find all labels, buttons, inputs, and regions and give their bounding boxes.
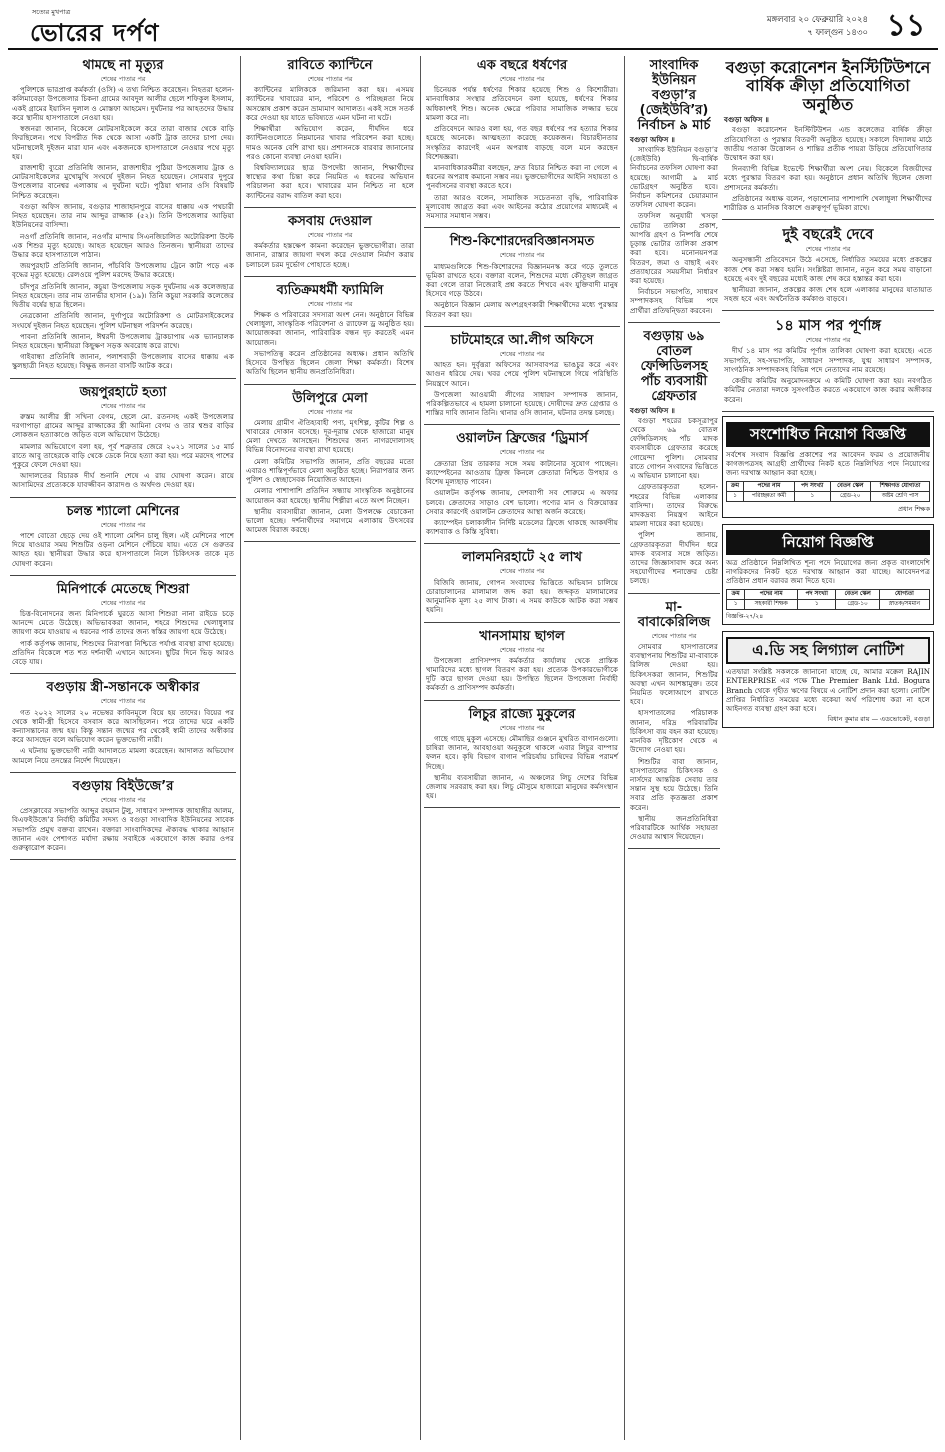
column-divider xyxy=(624,56,625,1440)
paragraph: তারা আরও বলেন, সামাজিক সচেতনতা বৃদ্ধি, পারিবারিক মূল্যবোধ জাগ্রত করা এবং আইনের কঠোর প্রয়োগের মাধ্যমেই এ সমস্যার সমাধান সম্ভব। xyxy=(426,192,618,221)
article-minipark xyxy=(10,580,236,675)
jump-line: শেষের পাতার পর xyxy=(307,407,353,416)
column-3 xyxy=(424,56,620,1440)
paragraph: স্থানীয়রা জানান, প্রকল্পের কাজ শেষ হলে এলাকার মানুষের যাতায়াত সহজ হবে এবং অর্থনৈতিক কর্মকাণ্ড বাড়বে। xyxy=(724,285,932,304)
paragraph: গাইবান্ধা প্রতিনিধি জানান, পলাশবাড়ী উপজেলায় বাসের ধাক্কায় এক স্কুলছাত্রী নিহত হয়েছে। বিক্ষুব্ধ জনতা বাসটি আটক করে। xyxy=(12,352,234,371)
headline[interactable]: মা-বাবাকেরিলিজ xyxy=(637,599,711,630)
article-kasba-wall xyxy=(244,212,416,277)
article-phensedyl-arrest xyxy=(628,327,720,594)
paragraph: বিজিবি জানায়, গোপন সংবাদের ভিত্তিতে অভিযান চালিয়ে চোরাচালানের মালামাল জব্দ করা হয়। জব্দকৃত মালামালের আনুমানিক মূল্য ২৫ লাখ টাকা। এ সময় কাউকে আটক করা সম্ভব হয়নি। xyxy=(426,577,618,615)
column-divider xyxy=(420,56,421,1440)
article-body xyxy=(426,85,618,220)
jump-line: শেষের পাতার পর xyxy=(100,401,146,410)
paragraph: পাশে বোতো ছেড়ে দেয় ওই শ্যালো মেশিন চালু ছিল। এই মেশিনের পাশে দিয়ে যাওয়ার সময় শিশুটির ওড়না মেশিনে পেঁচিয়ে যায়। এতে সে গুরুতর আহত হয়। স্থানীয়রা উদ্ধার করে হাসপাতালে নিলে চিকিৎসক তাকে মৃত ঘোষণা করেন। xyxy=(12,530,234,568)
article-joypurhat-murder xyxy=(10,383,236,498)
paragraph: দীর্ঘ ১৪ মাস পর কমিটির পূর্ণাঙ্গ তালিকা ঘোষণা করা হয়েছে। এতে সভাপতি, সহ-সভাপতি, সাধারণ সম্পাদক, যুগ্ম সাধারণ সম্পাদক, সাংগঠনিক সম্পাদকসহ বিভিন্ন পদে নেতাদের নাম রয়েছে। xyxy=(724,346,932,374)
article-shallow-machine xyxy=(10,502,236,576)
table-cell: ১ xyxy=(727,491,744,501)
paragraph: মাধ্যমগুলিকে শিশু-কিশোরদের বিজ্ঞানমনস্ক করে গড়ে তুলতে ভূমিকা রাখতে হবে। বক্তারা বলেন, শিশুদের মধ্যে কৌতূহল জাগ্রত করা গেলে তারা নিজেরাই প্রশ্ন করতে শিখবে এবং যুক্তিবাদী মানুষ হিসেবে গড়ে উঠবে। xyxy=(426,261,618,299)
paragraph: অনুসন্ধানী প্রতিবেদনে উঠে এসেছে, নির্ধারিত সময়ের মধ্যে প্রকল্পের কাজ শেষ করা সম্ভব হয়নি। সংশ্লিষ্টরা জানান, নতুন করে সময় বাড়ানো হয়েছে এবং দুই বছরের মধ্যেই কাজ শেষ করে হস্তান্তর করা হবে। xyxy=(724,255,932,283)
article-death-toll xyxy=(10,56,236,379)
article-body xyxy=(426,656,618,693)
paragraph: সোমবার হাসপাতালের ব্যবস্থাপনায় শিশুটির মা-বাবাকে রিলিজ দেওয়া হয়। চিকিৎসকরা জানান, শিশুটির অবস্থা এখন আশঙ্কামুক্ত। তবে নিয়মিত ফলোআপে রাখতে হবে। xyxy=(630,641,718,707)
jump-line: শেষের পাতার পর xyxy=(100,520,146,529)
paragraph: স্বজনরা জানান, বিকেলে মোটরসাইকেলে করে তারা বাজার থেকে বাড়ি ফিরছিলেন। পথে বিপরীত দিক থেকে আসা একটি ট্রাক তাদের চাপা দেয়। ঘটনাস্থলেই দুইজন মারা যান এবং একজনকে হাসপাতালে নেওয়ার পথে মৃত্যু হয়। xyxy=(12,124,234,161)
table-cell: ১ xyxy=(727,599,745,609)
paragraph: গত ২০২২ সালের ২০ নভেম্বর কাবিনমূলে বিয়ে হয় তাদের। বিয়ের পর থেকে স্বামী-স্ত্রী হিসেবে বসবাস করে আসছিলেন। পরে তাদের ঘরে একটি কন্যাসন্তানের জন্ম হয়। কিন্তু সন্তান জন্মের পর থেকেই স্বামী তাদের অস্বীকার করে আসছেন বলে অভিযোগ করেন ভুক্তভোগী নারী। xyxy=(12,707,234,745)
paragraph: নির্বাচনে সভাপতি, সাধারণ সম্পাদকসহ বিভিন্ন পদে প্রার্থীরা প্রতিদ্বন্দ্বিতা করবেন। xyxy=(630,287,718,315)
table-cell: পরিচ্ছন্নতা কর্মী xyxy=(743,491,794,501)
jump-line: শেষের পাতার পর xyxy=(651,631,697,640)
page-number: ১১ xyxy=(886,8,926,43)
jump-line: শেষের পাতার পর xyxy=(499,723,545,732)
article-body xyxy=(12,609,234,666)
paragraph: আহত হন। দুর্বৃত্তরা অফিসের আসবাবপত্র ভাঙচুর করে এবং আগুন ধরিয়ে দেয়। খবর পেয়ে পুলিশ ঘটনাস্থলে গিয়ে পরিস্থিতি নিয়ন্ত্রণে আনে। xyxy=(426,360,618,388)
paragraph: দিনব্যাপী বিভিন্ন ইভেন্টে শিক্ষার্থীরা অংশ নেয়। বিকেলে বিজয়ীদের মধ্যে পুরস্কার বিতরণ করা হয়। অনুষ্ঠানে প্রধান অতিথি ছিলেন জেলা প্রশাসনের কর্মকর্তা। xyxy=(724,164,932,192)
article-body xyxy=(426,578,618,615)
jump-line: শেষের পাতার পর xyxy=(307,230,353,239)
headline[interactable]: দুই বছরেই দেবে xyxy=(782,227,874,244)
paragraph: উপজেলা প্রাণিসম্পদ কর্মকর্তার কার্যালয় থেকে প্রান্তিক খামারিদের মধ্যে ছাগল বিতরণ করা হয়। প্রত্যেক উপকারভোগীকে দুটি করে ছাগল দেওয়া হয়। উপস্থিত ছিলেন উপজেলা নির্বাহী কর্মকর্তা ও প্রাণিসম্পদ কর্মকর্তা। xyxy=(426,655,618,693)
paragraph: এ ঘটনায় ভুক্তভোগী নারী আদালতে মামলা করেছেন। আদালত অভিযোগ আমলে নিয়ে তদন্তের নির্দেশ দিয়েছেন। xyxy=(12,746,234,765)
table-cell: গ্রেড-২০ xyxy=(830,491,870,501)
paragraph: কর্মকর্তার হস্তক্ষেপ কামনা করেছেন ভুক্তভোগীরা। তারা জানান, রাস্তার জায়গা দখল করে দেওয়াল নির্মাণ করায় চলাচলে চরম দুর্ভোগ পোহাতে হচ্ছে। xyxy=(246,241,414,269)
paragraph: প্রেসক্লাবের সভাপতি আব্দুর রহমান টুলু, সাধারণ সম্পাদক জাহাঙ্গীর আলম, বিএফইউজে’র নির্বাহী কমিটির সদস্য ও বগুড়া সাংবাদিক ইউনিয়নের সাবেক সভাপতি প্রমুখ বক্তব্য রাখেন। বক্তারা সাংবাদিকদের ঐক্যবদ্ধ থাকার আহ্বান জানান এবং পেশাগত মর্যাদা রক্ষায় সবাইকে একযোগে কাজ করার ওপর গুরুত্বারোপ করেন। xyxy=(12,806,234,852)
headline[interactable]: লিচুর রাজ্যে মুকুলের xyxy=(468,706,576,722)
jump-line: শেষের পাতার পর xyxy=(499,251,545,260)
paragraph: পুলিশ জানায়, গ্রেফতারকৃতরা দীর্ঘদিন ধরে মাদক ব্যবসার সঙ্গে জড়িত। তাদের জিজ্ঞাসাবাদ করে অন্য সহযোগীদের শনাক্তের চেষ্টা চলছে। xyxy=(630,530,718,586)
article-body xyxy=(246,85,414,200)
headline[interactable]: খানসামায় ছাগল xyxy=(479,628,565,644)
article-body xyxy=(724,346,932,403)
notice-signature: বিধান কুমার রায় — এডভোকেট, বগুড়া xyxy=(827,715,930,724)
paragraph: ক্যান্টিনের মালিককে জরিমানা করা হয়। এসময় ক্যান্টিনের খাবারের মান, পরিবেশ ও পরিচ্ছন্নতা নিয়ে অসন্তোষ প্রকাশ করেন ভ্রাম্যমাণ আদালত। একই সঙ্গে সতর্ক করে দেওয়া হয় যাতে ভবিষ্যতে এমন ঘটনা না ঘটে। xyxy=(246,85,414,122)
paragraph: মামলার অভিযোগে বলা হয়, পূর্ব শত্রুতার জেরে ২০২১ সালের ১৫ মার্চ রাতে আবু তাহেরকে বাড়ি থেকে ডেকে নিয়ে হত্যা করা হয়। পরে মরদেহ পাশের পুকুরে ফেলে দেওয়া হয়। xyxy=(12,441,234,469)
paragraph: নেত্রকোনা প্রতিনিধি জানান, দুর্গাপুরে অটোরিকশা ও মোটরসাইকেলের সংঘর্ষে দুইজন নিহত হয়েছেন। পুলিশ ঘটনাস্থল পরিদর্শন করেছে। xyxy=(12,311,234,330)
table-cell: ১ xyxy=(794,491,830,501)
headline[interactable]: বগুড়ায় বিইউজে’র xyxy=(72,778,174,794)
jump-line: শেষের পাতার পর xyxy=(499,74,545,83)
headline[interactable]: কসবায় দেওয়াল xyxy=(288,213,372,229)
headline[interactable]: ওয়ালটন ফ্রিজের ‘ড্রিমার্স xyxy=(456,431,588,447)
paragraph: কেন্দ্রীয় কমিটির অনুমোদনক্রমে এ কমিটি ঘোষণা করা হয়। নবগঠিত কমিটির নেতারা দলকে সুসংগঠিত করতে একযোগে কাজ করার অঙ্গীকার করেন। xyxy=(724,376,932,404)
table-header: পদের নাম xyxy=(743,481,794,491)
jump-line: শেষের পাতার পর xyxy=(499,567,545,576)
table-header: ক্রম xyxy=(727,589,745,599)
jump-line: শেষের পাতার পর xyxy=(805,245,851,254)
paragraph: চিনেয়ক পর্যন্ত ধর্ষণের শিকার হয়েছে শিশু ও কিশোরীরা। মানবাধিকার সংস্থার প্রতিবেদনে বলা হয়েছে, ধর্ষণের শিকার অধিকাংশই শিশু। অনেক ক্ষেত্রে পরিবার সামাজিক লজ্জার ভয়ে মামলা করে না। xyxy=(426,85,618,122)
paragraph: শিক্ষার্থীরা অভিযোগ করেন, দীর্ঘদিন ধরে ক্যান্টিনগুলোতে নিম্নমানের খাবার পরিবেশন করা হচ্ছে। দামও অনেক বেশি রাখা হয়। প্রশাসনকে বারবার জানানোর পরও কোনো ব্যবস্থা নেওয়া হয়নি। xyxy=(246,124,414,161)
table-header: ক্রম xyxy=(727,481,744,491)
article-coronation-sports xyxy=(722,56,934,220)
paragraph: শিক্ষক ও পরিবারের সদস্যরা অংশ নেন। অনুষ্ঠানে বিভিন্ন খেলাধুলা, সাংস্কৃতিক পরিবেশনা ও র‍্যাফেল ড্র অনুষ্ঠিত হয়। আয়োজকরা জানান, পারিবারিক বন্ধন দৃঢ় করতেই এমন আয়োজন। xyxy=(246,310,414,347)
article-body xyxy=(630,406,718,586)
paragraph: আদালতের বিচারক দীর্ঘ শুনানি শেষে এ রায় ঘোষণা করেন। রায়ে আসামিদের প্রত্যেককে যাবজ্জীবন কারাদণ্ড ও অর্থদণ্ড দেওয়া হয়। xyxy=(12,471,234,490)
paragraph: শিশুটির বাবা জানান, হাসপাতালের চিকিৎসক ও নার্সদের আন্তরিক সেবায় তার সন্তান সুস্থ হয়ে উঠেছে। তিনি সবার প্রতি কৃতজ্ঞতা প্রকাশ করেন। xyxy=(630,756,718,812)
jump-line: শেষের পাতার পর xyxy=(100,598,146,607)
article-family-event xyxy=(244,281,416,385)
column-4 xyxy=(628,56,720,1440)
table-header: পদ সংখ্যা xyxy=(798,589,836,599)
paragraph: ক্যাম্পেইন চলাকালীন নির্দিষ্ট মডেলের ফ্রিজে থাকছে আকর্ষণীয় ক্যাশব্যাক ও কিস্তি সুবিধা। xyxy=(426,518,618,537)
paragraph: ক্রেতারা প্রিয় তারকার সঙ্গে সময় কাটানোর সুযোগ পাচ্ছেন। ক্যাম্পেইনের আওতায় ফ্রিজ কিনলে ক্রেতারা নিশ্চিত উপহার ও বিশেষ মূল্যছাড় পাবেন। xyxy=(426,458,618,487)
logo-tagline: সত্যের মুখপাত্র xyxy=(32,8,71,16)
article-body xyxy=(630,642,718,842)
paragraph: স্থানীয় ব্যবসায়ীরা জানান, এ অঞ্চলের লিচু দেশের বিভিন্ন জেলায় সরবরাহ করা হয়। লিচু মৌসুমে হাজারো মানুষের কর্মসংস্থান হয়। xyxy=(426,772,618,801)
notice-title: এ.ডি সহ লিগ্যাল নোটিশ xyxy=(726,637,930,664)
paragraph: গাছে গাছে মুকুল এসেছে। মৌমাছির গুঞ্জনে মুখরিত বাগানগুলো। চাষিরা জানান, আবহাওয়া অনুকূলে থাকলে এবার লিচুর বাম্পার ফলন হবে। কৃষি বিভাগ বাগান পরিচর্যায় চাষিদের বিভিন্ন পরামর্শ দিচ্ছে। xyxy=(426,733,618,771)
article-full-committee xyxy=(722,315,934,411)
notice-revised-recruitment xyxy=(722,416,934,518)
article-wife-child-denial xyxy=(10,678,236,773)
paragraph: নওগাঁ প্রতিনিধি জানান, নওগাঁর মান্দায় সিএনজিচালিত অটোরিকশা উল্টে এক শিশুর মৃত্যু হয়েছে। আহত হয়েছেন আরও তিনজন। স্থানীয়রা তাদের উদ্ধার করে হাসপাতালে পাঠান। xyxy=(12,231,234,259)
notice-table xyxy=(726,481,930,503)
article-body xyxy=(12,708,234,765)
byline: বগুড়া অফিস ॥ xyxy=(630,405,675,415)
jump-line: শেষের পাতার পর xyxy=(100,74,146,83)
notice-body: অত্র প্রতিষ্ঠানে নিম্নলিখিত শূন্য পদে নিয়োগের জন্য প্রকৃত বাংলাদেশি নাগরিকদের নিকট হতে দরখাস্ত আহ্বান করা যাচ্ছে। আবেদনপত্র প্রতিষ্ঠান প্রধান বরাবর জমা দিতে হবে। xyxy=(726,557,930,586)
headline[interactable]: সাংবাদিক ইউনিয়ন বগুড়া’র (জেইউবি’র) নির্বাচন ৯ মার্চ xyxy=(637,58,711,133)
paragraph: অনুষ্ঠানে বিজ্ঞান মেলায় অংশগ্রহণকারী শিক্ষার্থীদের মধ্যে পুরস্কার বিতরণ করা হয়। xyxy=(426,300,618,319)
article-body xyxy=(12,412,234,490)
table-header: বেতন স্কেল xyxy=(830,481,870,491)
article-chatmohar-office xyxy=(424,331,620,426)
notice-recruitment xyxy=(722,524,934,625)
paragraph: পুলিশকে ভারপ্রাপ্ত কর্মকর্তা (ওসি) এ তথ্য নিশ্চিত করেছেন। নিহতরা হলেন-কলিমাবেড়া উপজেলার চিকনা গ্রামের আবদুল আলীর ছেলে শফিকুল ইসলাম, একই গ্রামের ইয়াসিন দুলাল ও মোস্তফা আহমেদ। দুর্ঘটনার পর আহতদের উদ্ধার করে স্থানীয় হাসপাতালে নেওয়া হয়। xyxy=(12,85,234,122)
article-body xyxy=(12,806,234,852)
table-row xyxy=(727,491,930,501)
article-walton-dreamers xyxy=(424,429,620,544)
table-cell: গ্রেড-১০ xyxy=(836,599,879,609)
notice-signature: প্রধান শিক্ষক xyxy=(898,505,930,514)
article-rabi-canteen xyxy=(244,56,416,208)
paragraph: উপজেলা আওয়ামী লীগের সাধারণ সম্পাদক জানান, পরিকল্পিতভাবে এ হামলা চালানো হয়েছে। দোষীদের দ্রুত গ্রেপ্তার ও শাস্তির দাবি জানান তিনি। থানার ওসি জানান, ঘটনার তদন্ত চলছে। xyxy=(426,389,618,418)
article-body xyxy=(426,360,618,417)
article-body xyxy=(426,262,618,319)
jump-line: শেষের পাতার পর xyxy=(100,697,146,706)
article-body xyxy=(246,418,414,535)
newspaper-logo: ভোরের দর্পণ xyxy=(30,19,160,47)
jump-line: শেষের পাতার পর xyxy=(499,448,545,457)
paragraph: চিত্ত-বিনোদনের জন্য মিনিপার্কে ঘুরতে আসা শিশুরা নানা রাইডে চড়ে আনন্দে মেতে উঠেছে। অভিভাবকরা জানান, শহরে শিশুদের খেলাধুলার জায়গা কমে যাওয়ায় এ ধরনের পার্ক তাদের জন্য স্বস্তির জায়গা হয়ে উঠেছে। xyxy=(12,608,234,637)
table-header: পদ সংখ্যা xyxy=(794,481,830,491)
jump-line: শেষের পাতার পর xyxy=(100,795,146,804)
paragraph: মেলা কমিটির সভাপতি জানান, প্রতি বছরের মতো এবারও শান্তিপূর্ণভাবে মেলা অনুষ্ঠিত হচ্ছে। নিরাপত্তার জন্য পুলিশ ও স্বেচ্ছাসেবক নিয়োজিত আছেন। xyxy=(246,456,414,485)
headline[interactable]: বগুড়ায় স্ত্রী-সন্তানকে অস্বীকার xyxy=(46,680,200,696)
article-parents-release xyxy=(628,598,720,850)
paragraph: হাসপাতালের পরিচালক জানান, দরিদ্র পরিবারটির চিকিৎসা ব্যয় বহন করা হয়েছে। মানবিক দৃষ্টিকোণ থেকে এ উদ্যোগ নেওয়া হয়। xyxy=(630,708,718,755)
paragraph: বিশ্ববিদ্যালয়ের ছাত্র উপদেষ্টা জানান, শিক্ষার্থীদের স্বাস্থ্যের কথা চিন্তা করে নিয়মিত এ ধরনের অভিযান পরিচালনা করা হবে। খাবারের মান নিশ্চিত না হলে ক্যান্টিনের বরাদ্দ বাতিল করা হবে। xyxy=(246,163,414,200)
article-body xyxy=(426,734,618,801)
headline[interactable]: জয়পুরহাটে হত্যা xyxy=(79,384,167,400)
headline[interactable]: বগুড়া করোনেশন ইনস্টিটিউশনে বার্ষিক ক্রীড়া প্রতিযোগিতা অনুষ্ঠিত xyxy=(725,58,931,114)
issue-date xyxy=(767,14,868,40)
article-ulipur-fair xyxy=(244,389,416,543)
article-body xyxy=(246,310,414,377)
paragraph: জয়পুরহাট প্রতিনিধি জানান, পাঁচবিবি উপজেলায় ট্রেনে কাটা পড়ে এক বৃদ্ধের মৃত্যু হয়েছে। রেলওয়ে পুলিশ মরদেহ উদ্ধার করেছে। xyxy=(12,261,234,280)
article-rape-stats xyxy=(424,56,620,228)
column-5 xyxy=(722,56,934,1440)
paragraph: ওয়ালটন কর্তৃপক্ষ জানায়, দেশব্যাপী সব শোরুমে এ অফার চলবে। ক্রেতাদের সাড়াও বেশ ভালো। পণ্যের মান ও বিক্রয়োত্তর সেবার কারণেই ওয়ালটন ক্রেতাদের আস্থা অর্জন করেছে। xyxy=(426,488,618,516)
paragraph: মেলায় গ্রামীণ ঐতিহ্যবাহী পণ্য, মৃৎশিল্প, কুটির শিল্প ও খাবারের দোকান বসেছে। দূর-দূরান্ত থেকে হাজারো মানুষ মেলা দেখতে আসছেন। শিশুদের জন্য নাগরদোলাসহ বিভিন্ন বিনোদনের ব্যবস্থা রাখা হয়েছে। xyxy=(246,417,414,455)
paragraph: সভাপতিত্ব করেন প্রতিষ্ঠানের অধ্যক্ষ। প্রধান অতিথি হিসেবে উপস্থিত ছিলেন জেলা শিক্ষা কর্মকর্তা। বিশেষ অতিথি ছিলেন স্থানীয় জনপ্রতিনিধিরা। xyxy=(246,348,414,377)
notice-reference: বিজ্ঞপ্তি-২৭/২৪ xyxy=(726,613,764,621)
headline[interactable]: উলিপুরে মেলা xyxy=(292,390,368,406)
paragraph: বগুড়া অফিস জানায়, বগুড়ার শাজাহানপুরে বাসের ধাক্কায় এক পথচারী নিহত হয়েছেন। তার নাম আব্দুর রাজ্জাক (৫২)। তিনি উপজেলার আড়িয়া ইউনিয়নের বাসিন্দা। xyxy=(12,201,234,230)
headline[interactable]: চাটমোহরে আ.লীগ অফিসে xyxy=(450,332,594,348)
paragraph: তফসিল অনুযায়ী খসড়া ভোটার তালিকা প্রকাশ, আপত্তি গ্রহণ ও নিষ্পত্তি শেষে চূড়ান্ত ভোটার তালিকা প্রকাশ করা হবে। মনোনয়নপত্র বিতরণ, জমা ও বাছাই এবং প্রত্যাহারের সময়সীমা নির্ধারণ করা হয়েছে। xyxy=(630,211,718,285)
table-row xyxy=(727,599,930,609)
paragraph: পাবনা প্রতিনিধি জানান, ঈশ্বরদী উপজেলায় ট্রাকচাপায় এক ভ্যানচালক নিহত হয়েছেন। স্থানীয়রা কিছুক্ষণ সড়ক অবরোধ করে রাখে। xyxy=(12,331,234,350)
headline[interactable]: লালমনিরহাটে ২৫ লাখ xyxy=(462,550,582,566)
jump-line: শেষের পাতার পর xyxy=(307,299,353,308)
headline[interactable]: বগুড়ায় ৬৯ বোতল ফেন্সিডিলসহ পাঁচ ব্যবসায়ী গ্রেফতার xyxy=(640,328,708,404)
table-cell: স্নাতক/সমমান xyxy=(879,599,929,609)
article-jub-election xyxy=(628,56,720,323)
table-cell: অষ্টম শ্রেণি পাস xyxy=(871,491,930,501)
article-science-children xyxy=(424,232,620,327)
paragraph: প্রতিবেদনে আরও বলা হয়, গত বছর ধর্ষণের পর হত্যার শিকার হয়েছে অনেকে। আত্মহত্যা করেছে কয়েকজন। বিচারহীনতার সংস্কৃতির কারণেই এমন অপরাধ বাড়ছে বলে মনে করছেন বিশেষজ্ঞরা। xyxy=(426,124,618,161)
table-header: পদের নাম xyxy=(745,589,798,599)
headline[interactable]: চলন্ত শ্যালো মেশিনের xyxy=(66,503,180,519)
masthead xyxy=(8,6,938,50)
jump-line: শেষের পাতার পর xyxy=(805,336,851,345)
jump-line: শেষের পাতার পর xyxy=(307,74,353,83)
table-header: বেতন স্কেল xyxy=(836,589,879,599)
table-header: যোগ্যতা xyxy=(879,589,929,599)
article-body xyxy=(12,531,234,568)
article-two-years xyxy=(722,224,934,311)
paragraph: মানবাধিকারকর্মীরা বলছেন, দ্রুত বিচার নিশ্চিত করা না গেলে এ ধরনের অপরাধ কমানো সম্ভব নয়। ভুক্তভোগীদের আইনি সহায়তা ও পুনর্বাসনের ব্যবস্থা করতে হবে। xyxy=(426,163,618,191)
paragraph: চাঁদপুর প্রতিনিধি জানান, কচুয়া উপজেলায় সড়ক দুর্ঘটনায় এক কলেজছাত্র নিহত হয়েছেন। তার নাম তানভীর হাসান (১৯)। তিনি কচুয়া সরকারি কলেজের দ্বিতীয় বর্ষের ছাত্র ছিলেন। xyxy=(12,281,234,310)
paragraph: গ্রেফতারকৃতরা হলেন- শহরের বিভিন্ন এলাকার বাসিন্দা। তাদের বিরুদ্ধে মাদকদ্রব্য নিয়ন্ত্রণ আইনে মামলা দায়ের করা হয়েছে। xyxy=(630,482,718,529)
date-english: মঙ্গলবার ২০ ফেব্রুয়ারি ২০২৪ xyxy=(766,15,868,25)
article-body xyxy=(724,115,932,212)
article-khansama-goat xyxy=(424,627,620,701)
paragraph: স্থানীয় জনপ্রতিনিধিরা পরিবারটিকে আর্থিক সহায়তা দেওয়ার আশ্বাস দিয়েছেন। xyxy=(630,813,718,842)
article-lalmonirhat-25-lakh xyxy=(424,548,620,622)
notice-body: সর্বশেষ সংবাদ বিজ্ঞপ্তি প্রকাশের পর আবেদন ফরম ও প্রয়োজনীয় কাগজপত্রসহ আগ্রহী প্রার্থীদের নিকট হতে নিম্নলিখিত পদে নিয়োগের জন্য দরখাস্ত আহ্বান করা হচ্ছে। xyxy=(726,449,930,478)
headline[interactable]: ব্যতিক্রমধর্মী ফ্যামিলি xyxy=(276,282,384,298)
paragraph: মেলার পাশাপাশি প্রতিদিন সন্ধ্যায় সাংস্কৃতিক অনুষ্ঠানের আয়োজন করা হয়েছে। স্থানীয় শিল্পীরা এতে অংশ নিচ্ছেন। xyxy=(246,486,414,505)
headline[interactable]: ১৪ মাস পর পূর্ণাঙ্গ xyxy=(774,318,882,335)
notice-title: নিয়োগ বিজ্ঞপ্তি xyxy=(726,530,930,555)
notice-legal xyxy=(722,631,934,728)
article-body xyxy=(630,135,718,315)
table-cell: ১ xyxy=(798,599,836,609)
column-divider xyxy=(240,56,241,1440)
notice-body: এতদ্বারা সংশ্লিষ্ট সকলকে জানানো যাচ্ছে যে, আমার মক্কেল RAJIN ENTERPRISE এর পক্ষে The Premier Bank Ltd. Bogura Branch থেকে গৃহীত ঋণের বিষয়ে এ নোটিশ প্রদান করা হলো। নোটিশ প্রাপ্তির নির্ধারিত সময়ের মধ্যে বকেয়া অর্থ পরিশোধ করা না হলে আইনগত ব্যবস্থা গ্রহণ করা হবে। xyxy=(726,667,930,714)
table-header: শিক্ষাগত যোগ্যতা xyxy=(871,481,930,491)
paragraph: বগুড়া করোনেশন ইনস্টিটিউশন এন্ড কলেজের বার্ষিক ক্রীড়া প্রতিযোগিতা ও পুরস্কার বিতরণী অনুষ্ঠিত হয়েছে। সকালে বিদ্যালয় মাঠে জাতীয় পতাকা উত্তোলন ও শান্তির প্রতীক পায়রা উড়িয়ে প্রতিযোগিতার উদ্বোধন করা হয়। xyxy=(724,125,932,163)
paragraph: স্থানীয় ব্যবসায়ীরা জানান, মেলা উপলক্ষে বেচাকেনা ভালো হচ্ছে। দর্শনার্থীদের সমাগমে এলাকায় উৎসবের আমেজ বিরাজ করছে। xyxy=(246,506,414,535)
jump-line: শেষের পাতার পর xyxy=(499,349,545,358)
paragraph: প্রতিষ্ঠানের অধ্যক্ষ বলেন, পড়াশোনার পাশাপাশি খেলাধুলা শিক্ষার্থীদের শারীরিক ও মানসিক বিকাশে গুরুত্বপূর্ণ ভূমিকা রাখে। xyxy=(724,193,932,213)
article-body xyxy=(12,85,234,370)
jump-line: শেষের পাতার পর xyxy=(499,645,545,654)
paragraph: রাজশাহী ব্যুরো প্রতিনিধি জানান, রাজশাহীর পুঠিয়া উপজেলায় ট্রাক ও মোটরসাইকেলের মুখোমুখি সংঘর্ষে দুইজন নিহত হয়েছেন। সোমবার দুপুরে উপজেলার বানেশ্বর এলাকায় এ দুর্ঘটনা ঘটে। পুঠিয়া থানার ওসি বিষয়টি নিশ্চিত করেছেন। xyxy=(12,163,234,200)
paragraph: বগুড়া শহরের চকসূত্রাপুর থেকে ৬৯ বোতল ফেন্সিডিলসহ পাঁচ মাদক ব্যবসায়ীকে গ্রেফতার করেছে গোয়েন্দা পুলিশ। সোমবার রাতে গোপন সংবাদের ভিত্তিতে এ অভিযান চালানো হয়। xyxy=(630,415,718,481)
notice-title: সংশোধিত নিয়োগ বিজ্ঞপ্তি xyxy=(726,422,930,447)
headline[interactable]: এক বছরে ধর্ষণের xyxy=(476,58,568,73)
headline[interactable]: মিনিপার্কে মেতেছে শিশুরা xyxy=(56,581,190,597)
column-2 xyxy=(244,56,416,1440)
article-body xyxy=(724,255,932,303)
article-body xyxy=(426,459,618,537)
notice-table xyxy=(726,589,930,611)
article-buj xyxy=(10,777,236,860)
table-cell: সহকারী শিক্ষক xyxy=(745,599,798,609)
paragraph: রুস্তম আলীর স্ত্রী সখিনা বেগম, ছেলে মো. রতনসহ একই উপজেলার দরগাপাড়া গ্রামের আব্দুর রাজ্জাকের স্ত্রী আমিনা বেগম ও তার শ্বশুর বাড়ির লোকজন হত্যাকাণ্ডে জড়িত বলে অভিযোগ উঠেছে। xyxy=(12,411,234,440)
headline[interactable]: থামছে না মৃত্যুর xyxy=(82,58,164,73)
paragraph: সাংবাদিক ইউনিয়ন বগুড়া’র (জেইউবি) দ্বি-বার্ষিক নির্বাচনের তফসিল ঘোষণা করা হয়েছে। আগামী ৯ মার্চ ভোটগ্রহণ অনুষ্ঠিত হবে। নির্বাচন কমিশনের চেয়ারম্যান তফসিল ঘোষণা করেন। xyxy=(630,144,719,210)
column-1 xyxy=(10,56,236,1440)
headline[interactable]: শিশু-কিশোরদেরবিজ্ঞানসমত xyxy=(449,234,595,250)
byline: বগুড়া অফিস ॥ xyxy=(630,134,675,144)
article-litchi-blossom xyxy=(424,705,620,809)
paragraph: পার্ক কর্তৃপক্ষ জানায়, শিশুদের নিরাপত্তা নিশ্চিতে পর্যাপ্ত ব্যবস্থা রাখা হয়েছে। প্রতিদিন বিকেলে শত শত দর্শনার্থী এখানে আসেন। ছুটির দিনে ভিড় আরও বেড়ে যায়। xyxy=(12,638,234,667)
headline[interactable]: রাবিতে ক্যান্টিনে xyxy=(287,58,373,73)
byline: বগুড়া অফিস ॥ xyxy=(724,115,769,125)
date-bangla: ৭ ফাল্গুন ১৪৩০ xyxy=(807,27,868,38)
article-body xyxy=(246,241,414,269)
